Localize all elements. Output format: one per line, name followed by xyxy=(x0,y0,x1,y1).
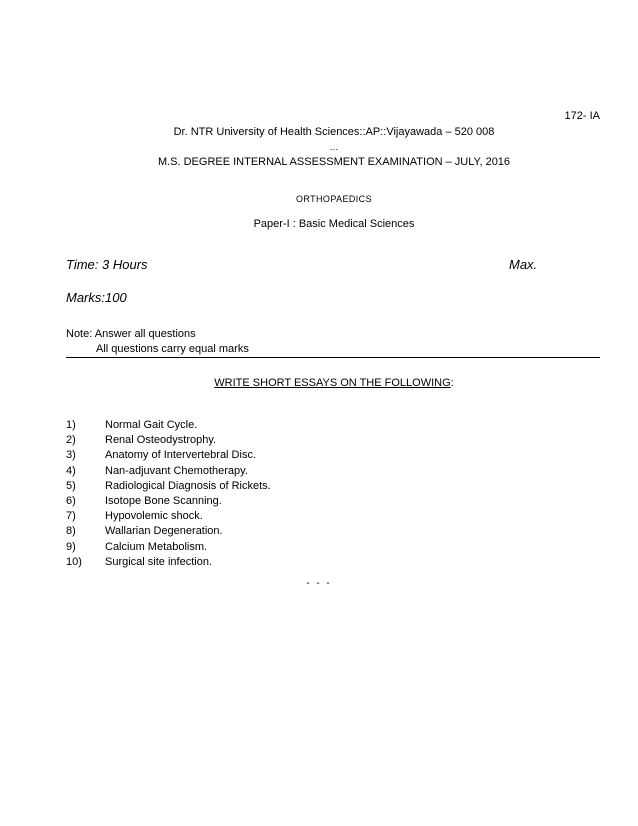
section-heading-colon: : xyxy=(450,377,454,389)
time-label: Time: 3 Hours xyxy=(66,257,148,272)
question-text: Isotope Bone Scanning. xyxy=(105,494,222,507)
question-list xyxy=(66,418,271,570)
question-item xyxy=(66,433,271,448)
question-item xyxy=(66,448,271,463)
separator-text: … xyxy=(329,142,339,152)
question-item xyxy=(66,479,271,494)
question-number: 7) xyxy=(66,510,76,523)
question-text: Radiological Diagnosis of Rickets. xyxy=(105,479,271,492)
end-mark: - - - xyxy=(306,578,332,589)
question-number: 5) xyxy=(66,479,76,492)
question-number: 1) xyxy=(66,419,76,431)
max-label: Max. xyxy=(509,257,538,272)
subject-text: ORTHOPAEDICS xyxy=(296,194,372,204)
header-subject xyxy=(0,194,638,204)
question-text: Surgical site infection. xyxy=(105,555,212,568)
note-line-2: All questions carry equal marks xyxy=(96,343,249,355)
question-number: 9) xyxy=(66,540,76,553)
question-text: Hypovolemic shock. xyxy=(105,510,203,523)
question-item xyxy=(66,540,271,555)
question-text: Nan-adjuvant Chemotherapy. xyxy=(105,464,248,477)
question-text: Renal Osteodystrophy. xyxy=(105,434,217,447)
question-number: 2) xyxy=(66,434,76,447)
question-number: 4) xyxy=(66,464,76,477)
section-heading-inner xyxy=(214,377,453,389)
question-item xyxy=(66,464,271,479)
question-item xyxy=(66,494,271,509)
paper-code: 172- IA xyxy=(564,110,600,122)
question-text: Wallarian Degeneration. xyxy=(105,525,223,538)
question-number: 6) xyxy=(66,494,76,507)
header-separator xyxy=(0,142,638,152)
note-line-1: Note: Answer all questions xyxy=(66,328,196,340)
header-exam xyxy=(0,156,638,168)
question-item xyxy=(66,524,271,539)
question-item xyxy=(66,418,271,433)
header-university xyxy=(0,126,638,138)
question-item xyxy=(66,555,271,570)
divider-rule xyxy=(66,357,600,358)
question-item xyxy=(66,509,271,524)
header-paper xyxy=(0,218,638,230)
question-text: Normal Gait Cycle. xyxy=(105,419,198,431)
question-text: Calcium Metabolism. xyxy=(105,540,208,553)
question-number: 10) xyxy=(66,555,82,568)
section-heading xyxy=(0,377,638,389)
marks-label: Marks:100 xyxy=(66,290,127,305)
paper-text: Paper-I : Basic Medical Sciences xyxy=(253,218,415,230)
university-text: Dr. NTR University of Health Sciences::AP::Vijayawada – 520 008 xyxy=(173,126,495,138)
question-number: 3) xyxy=(66,449,76,462)
question-text: Anatomy of Intervertebral Disc. xyxy=(105,449,257,462)
exam-text: M.S. DEGREE INTERNAL ASSESSMENT EXAMINATION – JULY, 2016 xyxy=(157,156,511,168)
section-heading-text: WRITE SHORT ESSAYS ON THE FOLLOWING xyxy=(214,377,451,389)
question-number: 8) xyxy=(66,525,76,538)
